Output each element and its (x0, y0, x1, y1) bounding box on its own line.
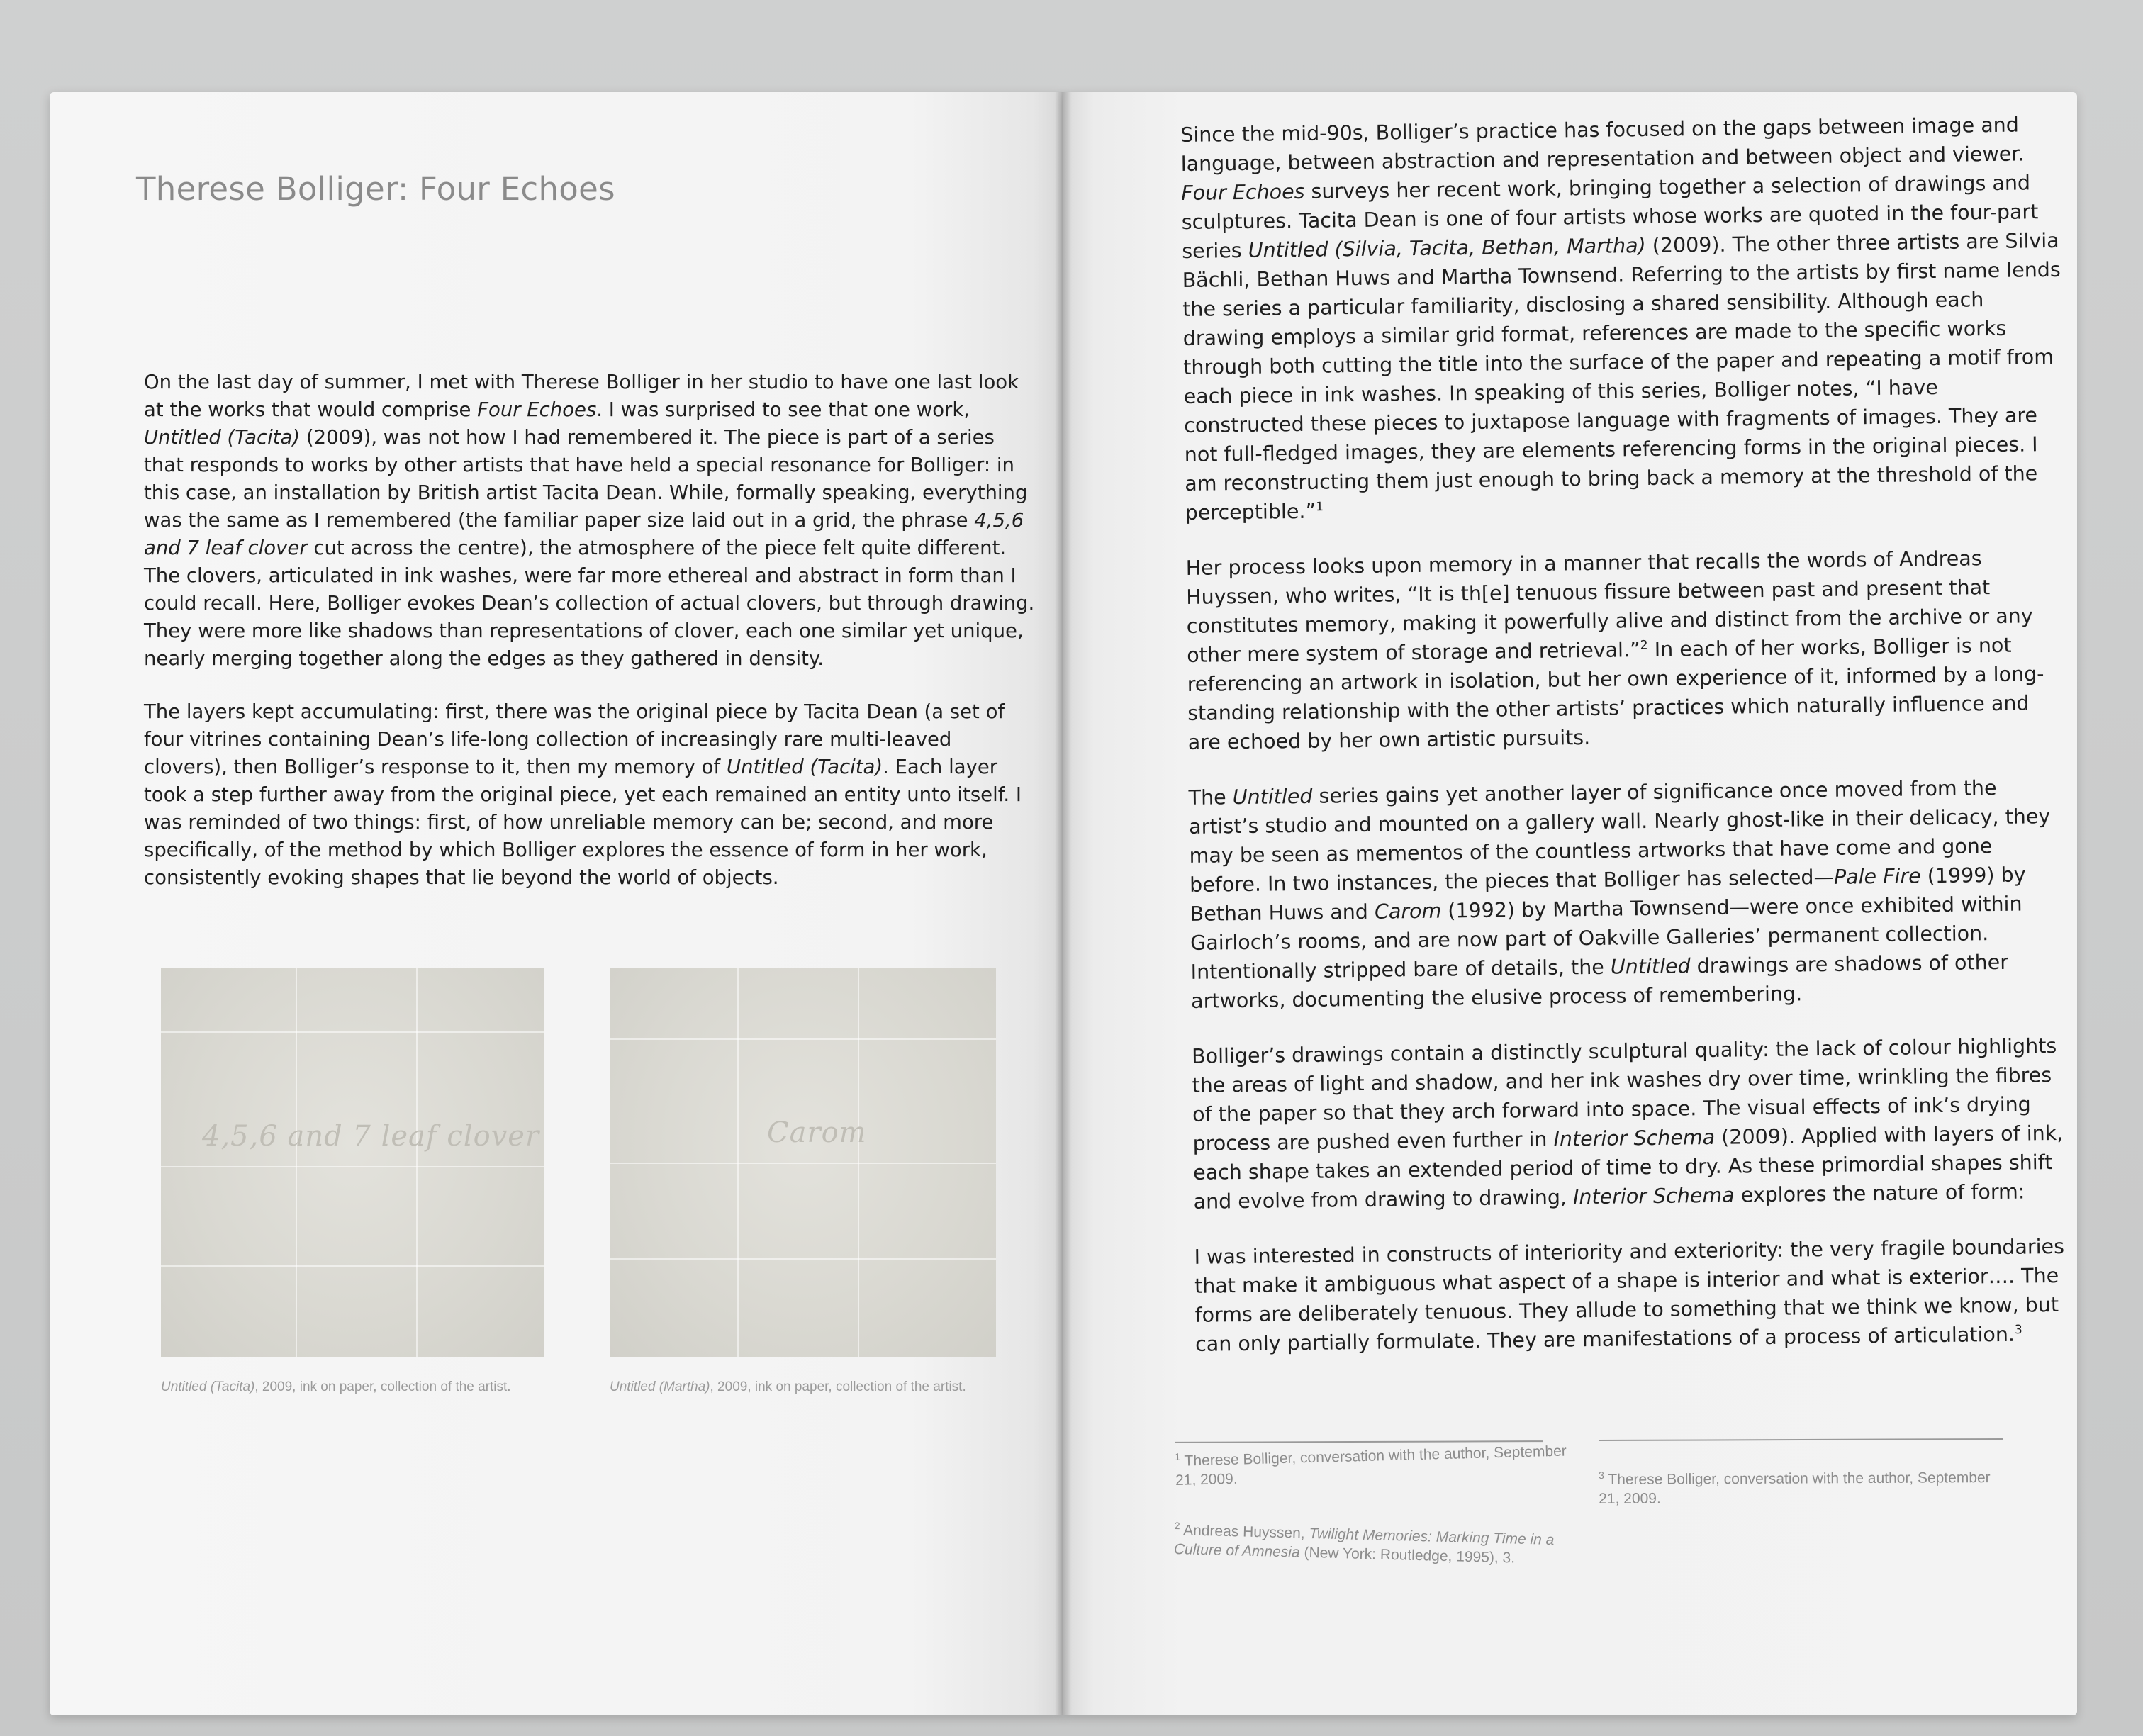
body-paragraph: On the last day of summer, I met with Therese Bolliger in her studio to have one last look at the works that would comprise Four Echoes. I was surprised to see that one work, Untitled (Tacita) (2009), was not how I had remembered it. The piece is part of a series that responds to works by other artists that have held a special resonance for Bolliger: in this case, an installation by British artist Tacita Dean. While, formally speaking, everything was the same as I remembered (the familiar paper size laid out in a grid, the phrase 4,5,6 and 7 leaf clover cut across the centre), the atmosphere of the piece felt quite different. The clovers, articulated in ink washes, were far more ethereal and abstract in form than I could recall. Here, Bolliger evokes Dean’s collection of actual clovers, but through drawing. They were more like shadows than representations of clover, each one similar yet unique, nearly merging together along the edges as they gathered in density. (144, 371, 1035, 670)
footnote-rule (1599, 1438, 2003, 1441)
body-paragraph: The Untitled series gains yet another layer of significance once moved from the artist’s studio and mounted on a gallery wall. Nearly ghost-like in their delicacy, they may be seen as mementos of the countless artworks that have come and gone before. In two instances, the pieces that Bolliger has selected—Pale Fire (1999) by Bethan Huws and Carom (1992) by Martha Townsend—were once exhibited within Gairloch’s rooms, and are now part of Oakville Galleries’ permanent collection. Intentionally stripped bare of details, the Untitled drawings are shadows of other artworks, documenting the elusive process of remembering. (1188, 776, 2051, 1013)
body-paragraph: Since the mid-90s, Bolliger’s practice has focused on the gaps between image and language, between abstraction and representation and between object and viewer. Four Echoes surveys her recent work, bringing together a selection of drawings and sculptures. Tacita Dean is one of four artists whose works are quoted in the four-part series Untitled (Silvia, Tacita, Bethan, Martha) (2009). The other three artists are Silvia Bächli, Bethan Huws and Martha Townsend. Referring to the artists by first name lends the series a particular familiarity, disclosing a shared sensibility. Although each drawing employs a similar grid format, references are made to the specific works through both cutting the title into the surface of the paper and repeating a motif from each piece in ink washes. In speaking of this series, Bolliger notes, “I have constructed these pieces to juxtapose language with fragments of images. They are not full-fledged images, they are elements referencing forms in the original pieces. I am reconstructing them just enough to bring back a memory at the threshold of the perceptible.”$^1$ (1180, 113, 2061, 525)
right-body-text (1180, 110, 2075, 1385)
artwork-cut-text: 4,5,6 and 7 leaf clover (202, 1120, 540, 1153)
body-paragraph: Her process looks upon memory in a manner that recalls the words of Andreas Huyssen, who writes, “It is th[e] tenuous fissure between past and present that constitutes memory, making it powerfully alive and distinct from the archive or any other mere system of storage and retrieval.”$^2$ In each of her works, Bolliger is not referencing an artwork in isolation, but her own experience of it, informed by a long-standing relationship with the other artists’ practices which naturally influence and are echoed by her own artistic pursuits. (1185, 547, 2044, 754)
page-title: Therese Bolliger: Four Echoes (136, 170, 615, 208)
footnote-1: $^1$ Therese Bolliger, conversation with the author, September 21, 2009. (1174, 1443, 1567, 1489)
book-gutter (1055, 92, 1072, 1715)
left-body-text (144, 369, 1037, 917)
body-paragraph: Bolliger’s drawings contain a distinctly sculptural quality: the lack of colour highlights the areas of light and shadow, and her ink washes dry over time, wrinkling the fibres of the paper so that they arch forward into space. The visual effects of ink’s drying process are pushed even further in Interior Schema (2009). Applied with layers of ink, each shape takes an extended period of time to dry. As these primordial shapes shift and evolve from drawing to drawing, Interior Schema explores the nature of form: (1191, 1034, 2064, 1214)
artwork-image-martha (610, 968, 996, 1357)
right-page (1063, 92, 2077, 1715)
figure-caption: Untitled (Tacita), 2009, ink on paper, collection of the artist. (161, 1379, 511, 1394)
block-quote: I was interested in constructs of interiority and exteriority: the very fragile boundaries that make it ambiguous what aspect of a shape is interior and what is exterior…. The forms are deliberately tenuous. They allude to something that we think we know, but can only partially formulate. They are manifestations of a process of articulation.$^3$ (1194, 1234, 2065, 1356)
artwork-image-tacita (161, 968, 544, 1357)
left-page (50, 92, 1063, 1715)
booklet-spread (50, 92, 2077, 1715)
footnote-rule (1175, 1440, 1543, 1443)
footnote-3: $^3$ Therese Bolliger, conversation with the author, September 21, 2009. (1598, 1469, 1991, 1507)
body-paragraph: The layers kept accumulating: first, there was the original piece by Tacita Dean (a set of four vitrines containing Dean’s life-long collection of increasingly rare multi-leaved clovers), then Bolliger’s response to it, then my memory of Untitled (Tacita). Each layer took a step further away from the original piece, yet each remained an entity unto itself. I was reminded of two things: first, of how unreliable memory can be; second, and more specifically, of the method by which Bolliger explores the essence of form in her work, consistently evoking shapes that lie beyond the world of objects. (144, 700, 1022, 889)
footnote-2: $^2$ Andreas Huyssen, Twilight Memories: Marking Time in a Culture of Amnesia (New York: Routledge, 1995), 3. (1173, 1520, 1555, 1567)
figure-caption: Untitled (Martha), 2009, ink on paper, collection of the artist. (610, 1379, 966, 1394)
artwork-cut-text: Carom (767, 1116, 867, 1149)
